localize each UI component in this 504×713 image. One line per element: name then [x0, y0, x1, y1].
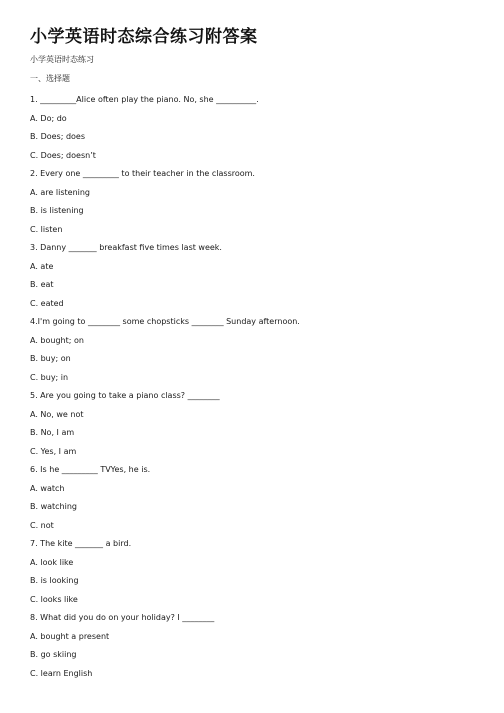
answer-option: C. Does; doesn’t	[30, 150, 96, 160]
answer-option: A. are listening	[30, 187, 91, 197]
question-text: 2. Every one _________ to their teacher in the classroom.	[30, 169, 255, 178]
answer-option: C. Yes, I am	[30, 446, 77, 456]
answer-option: A. bought; on	[30, 335, 84, 345]
answer-option: C. learn English	[30, 668, 93, 678]
answer-option: C. looks like	[30, 594, 78, 604]
question-text: 5. Are you going to take a piano class? ________	[30, 391, 220, 400]
answer-option: C. eated	[30, 298, 64, 308]
answer-option: B. Does; does	[30, 132, 86, 141]
question-text: 4.I'm going to ________ some chopsticks ________ Sunday afternoon.	[30, 317, 300, 326]
answer-option: A. Do; do	[30, 113, 67, 123]
answer-option: B. go skiing	[30, 650, 77, 659]
section-heading: 一、选择题	[30, 74, 70, 83]
answer-option: A. look like	[30, 557, 74, 567]
question-text: 3. Danny _______ breakfast five times last week.	[30, 243, 222, 252]
answer-option: C. not	[30, 520, 54, 530]
document-subtitle: 小学英语时态练习	[30, 55, 94, 64]
answer-option: C. buy; in	[30, 372, 69, 382]
answer-option: C. listen	[30, 224, 63, 234]
answer-option: A. No, we not	[30, 409, 84, 419]
question-text: 6. Is he _________ TVYes, he is.	[30, 465, 151, 474]
answer-option: B. is listening	[30, 206, 84, 215]
answer-option: A. bought a present	[30, 631, 110, 641]
answer-option: B. No, I am	[30, 428, 75, 437]
question-text: 8. What did you do on your holiday? I ________	[30, 613, 215, 622]
answer-option: A. watch	[30, 483, 65, 493]
document-title: 小学英语时态综合练习附答案	[30, 27, 258, 47]
question-text: 1. _________Alice often play the piano. No, she __________.	[30, 95, 259, 104]
answer-option: B. watching	[30, 502, 77, 511]
answer-option: B. is looking	[30, 576, 79, 585]
question-text: 7. The kite _______ a bird.	[30, 539, 132, 548]
answer-option: B. buy; on	[30, 354, 71, 363]
answer-option: A. ate	[30, 261, 54, 271]
answer-option: B. eat	[30, 280, 54, 289]
